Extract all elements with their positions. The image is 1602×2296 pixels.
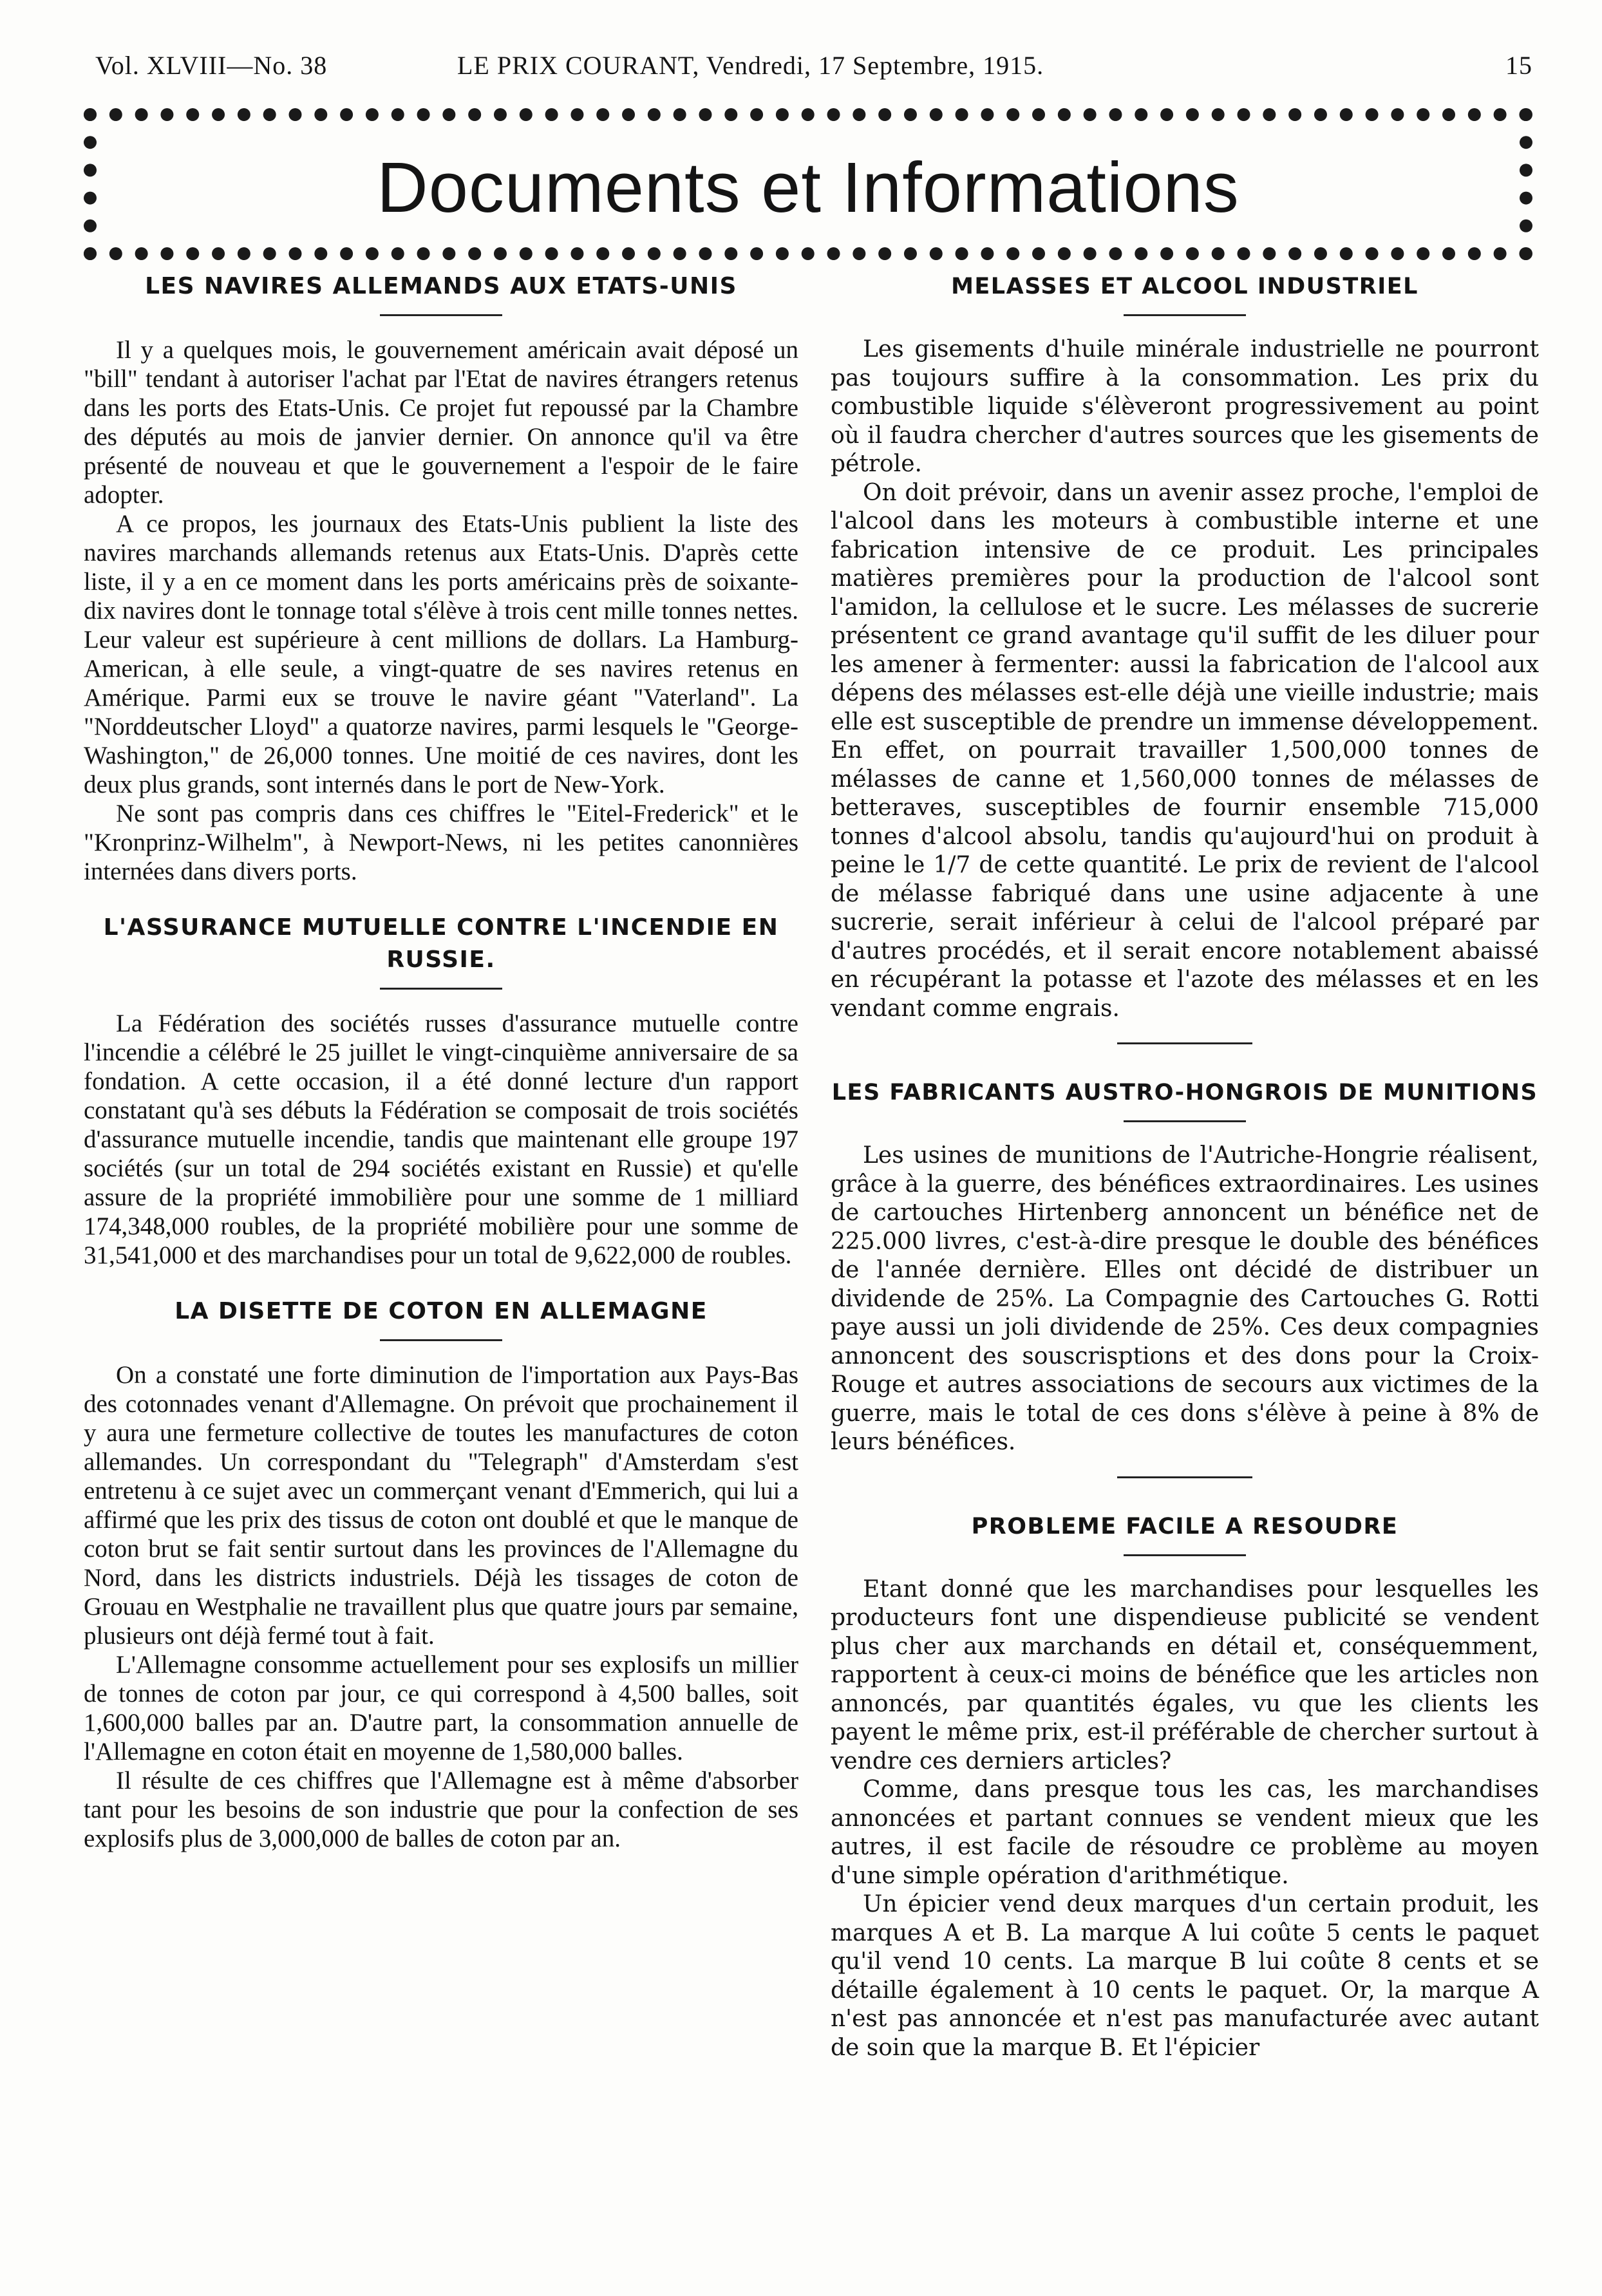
article-paragraph: Comme, dans presque tous les cas, les marchandises annoncées et partant connues se vendent mieux que les autres, il est facile de résoudre ce problème au moyen d'une simple opération d'arithmétique.	[831, 1776, 1539, 1889]
heading-rule	[380, 314, 502, 316]
article-cotton-shortage	[84, 1295, 798, 1853]
section-banner	[84, 108, 1532, 260]
heading-rule	[380, 988, 502, 990]
article-paragraph: On a constaté une forte diminution de l'importation aux Pays-Bas des cotonnades venant d'Allemagne. On prévoit que prochainement il y aura une fermeture collective de toutes les manufactures de coton allemandes. Un correspondant du "Telegraph" d'Amsterdam s'est entretenu à ce sujet avec un commerçant venant d'Emmerich, qui lui a affirmé que les prix des tissus de coton ont doublé et que le manque de coton brut se fait sentir surtout dans les provinces de l'Allemagne du Nord, dans les districts industriels. Déjà les tissages de coton de Grouau en Westphalie ne travaillent plus que quatre jours par semaine, plusieurs ont déjà fermé tout à fait.	[84, 1361, 798, 1650]
heading-rule	[1124, 1554, 1246, 1556]
article-paragraph: Ne sont pas compris dans ces chiffres le "Eitel-Frederick" et le "Kronprinz-Wilhelm", à Newport-News, ni les petites canonnières internées dans divers ports.	[84, 800, 798, 885]
section-title: Documents et Informations	[377, 148, 1239, 227]
article-easy-problem	[831, 1510, 1539, 2063]
right-column	[831, 270, 1539, 2062]
article-paragraph: Il résulte de ces chiffres que l'Allemagne est à même d'absorber tant pour les besoins de son industrie que pour la confection de ses explosifs plus de 3,000,000 de balles de coton par an.	[84, 1767, 798, 1852]
article-paragraph: Les usines de munitions de l'Autriche-Hongrie réalisent, grâce à la guerre, des bénéfices extraordinaires. Les usines de cartouches Hirtenberg annoncent un bénéfice net de 225.000 livres, c'est-à-dire presque le double des bénéfices de l'année dernière. Elles ont décidé de distribuer un dividende de 25%. La Compagnie des Cartouches G. Rotti paye aussi un joli dividende de 25%. Ces deux compagnies annoncent des souscrisptions et des dons pour la Croix-Rouge et autres associations de secours aux victimes de la guerre, mais le total de ces dons s'élève à peine à 8% de leurs bénéfices.	[831, 1142, 1539, 1455]
page-number: 15	[1505, 51, 1532, 80]
article-heading: LES NAVIRES ALLEMANDS AUX ETATS-UNIS	[145, 273, 737, 299]
article-paragraph: L'Allemagne consomme actuellement pour ses explosifs un millier de tonnes de coton par jour, ce qui correspond à 4,500 balles, soit 1,600,000 balles par an. D'autre part, la consommation annuelle de l'Allemagne en coton était en moyenne de 1,580,000 balles.	[84, 1651, 798, 1765]
article-paragraph: Il y a quelques mois, le gouvernement américain avait déposé un "bill" tendant à autoriser l'achat par l'Etat de navires étrangers retenus dans les ports des Etats-Unis. Ce projet fut repoussé par la Chambre des députés au mois de janvier dernier. On annonce qu'il va être présenté de nouveau et que le gouvernement a l'espoir de le faire adopter.	[84, 336, 798, 509]
article-paragraph: Un épicier vend deux marques d'un certain produit, les marques A et B. La marque A lui coûte 5 cents le paquet qu'il vend 10 cents. La marque B lui coûte 8 cents et se détaille également à 10 cents le paquet. Or, la marque A n'est pas annoncée et n'est pas manufacturée avec autant de soin que la marque B. Et l'épicier	[831, 1891, 1539, 2061]
left-column	[84, 270, 798, 1853]
article-paragraph: Etant donné que les marchandises pour lesquelles les producteurs font une dispendieuse publicité se vendent plus cher aux marchands en détail et, conséquemment, rapportent à ceux-ci moins de bénéfice que les articles non annoncés, par quantités égales, vu que les clients les payent le même prix, est-il préférable de chercher surtout à vendre ces derniers articles?	[831, 1576, 1539, 1774]
heading-rule	[1124, 1120, 1246, 1122]
article-paragraph: Les gisements d'huile minérale industrielle ne pourront pas toujours suffire à la consommation. Les prix du combustible liquide s'élèveront progressivement au point où il faudra chercher d'autres sources que les gisements de pétrole.	[831, 336, 1539, 477]
article-paragraph: La Fédération des sociétés russes d'assurance mutuelle contre l'incendie a célébré le 25 juillet le vingt-cinquième anniversaire de sa fondation. A cette occasion, il a été donné lecture d'un rapport constatant qu'à ses débuts la Fédération se composait de trois sociétés d'assurance mutuelle incendie, tandis que maintenant elle groupe 197 sociétés (sur un total de 294 sociétés existant en Russie) et qu'elle assure de la propriété immobilière pour une somme de 1 milliard 174,348,000 roubles, de la propriété mobilière pour une somme de 31,541,000 et des marchandises pour un total de 9,622,000 de roubles.	[84, 1010, 798, 1269]
article-heading: LES FABRICANTS AUSTRO-HONGROIS DE MUNITIONS	[831, 1080, 1538, 1106]
heading-rule	[380, 1339, 502, 1341]
section-divider	[1117, 1476, 1252, 1478]
article-paragraph: On doit prévoir, dans un avenir assez proche, l'emploi de l'alcool dans les moteurs à combustible interne et une fabrication intensive de ce produit. Les principales matières premières pour la production de l'alcool sont l'amidon, la cellulose et le sucre. Les mélasses de sucrerie présentent ce grand avantage qu'il suffit de les diluer pour les amener à fermenter: aussi la fabrication de l'alcool aux dépens des mélasses est-elle déjà une vieille industrie; mais elle est susceptible de prendre un immense développement. En effet, on pourrait travailler 1,500,000 tonnes de mélasses de canne et 1,560,000 tonnes de mélasses de betteraves, susceptibles de fournir ensemble 715,000 tonnes d'alcool absolu, tandis qu'aujourd'hui on produit à peine le 1/7 de cette quantité. Le prix de revient de l'alcool de mélasse fabriqué dans une usine adjacente à une sucrerie, serait inférieur à celui de l'alcool préparé par d'autres procédés, et il serait encore notablement abaissé en récupérant la potasse et l'azote des mélasses et en les vendant comme engrais.	[831, 479, 1539, 1022]
article-russian-insurance	[84, 912, 798, 1270]
article-paragraph: A ce propos, les journaux des Etats-Unis publient la liste des navires marchands allemands retenus aux Etats-Unis. D'après cette liste, il y a en ce moment dans les ports américains près de soixante-dix navires dont le tonnage total s'élève à trois cent mille tonnes nettes. Leur valeur est supérieure à cent millions de dollars. La Hamburg-American, à elle seule, a vingt-quatre de ses navires retenus en Amérique. Parmi eux se trouve le navire géant "Vaterland". La "Norddeutscher Lloyd" a quatorze navires, parmi lesquels le "George-Washington," de 26,000 tonnes. Une moitié de ces navires, dont les deux plus grands, sont internés dans le port de New-York.	[84, 510, 798, 798]
heading-rule	[1124, 314, 1246, 316]
volume-number: Vol. XLVIII—No. 38	[95, 51, 328, 80]
article-molasses-alcohol	[831, 270, 1539, 1023]
article-heading: L'ASSURANCE MUTUELLE CONTRE L'INCENDIE EN RUSSIE.	[103, 914, 779, 973]
section-divider	[1117, 1042, 1252, 1044]
article-munitions	[831, 1077, 1539, 1457]
running-header	[84, 45, 1532, 84]
article-heading: PROBLEME FACILE A RESOUDRE	[971, 1513, 1399, 1539]
publication-title: LE PRIX COURANT, Vendredi, 17 Septembre, 1915.	[457, 51, 1044, 80]
article-german-ships	[84, 270, 798, 886]
article-heading: MELASSES ET ALCOOL INDUSTRIEL	[951, 274, 1418, 299]
article-heading: LA DISETTE DE COTON EN ALLEMAGNE	[174, 1298, 708, 1324]
